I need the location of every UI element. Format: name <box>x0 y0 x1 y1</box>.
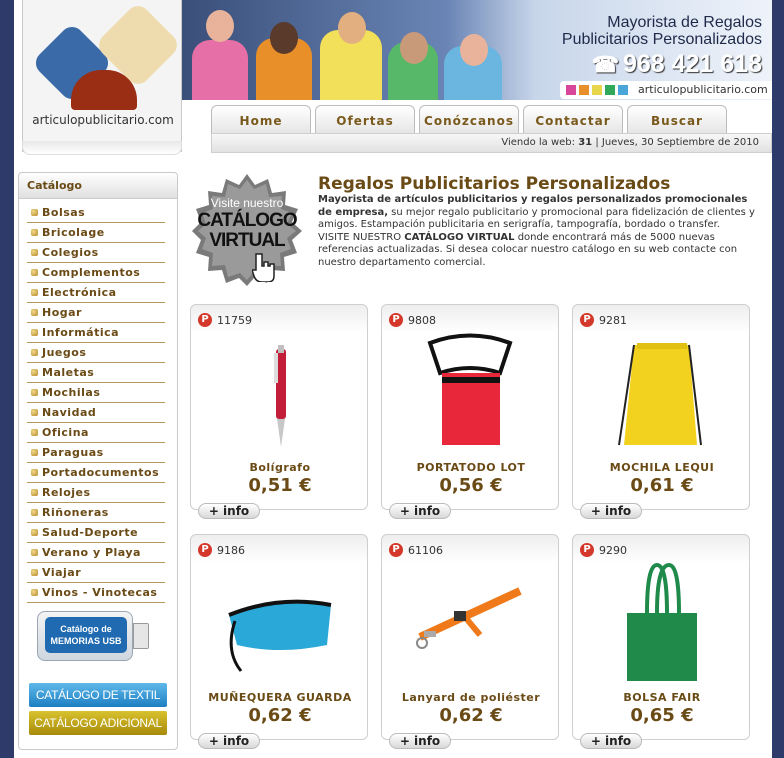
sidebar-item[interactable] <box>27 583 165 603</box>
catalogo-adicional-button[interactable]: CATÁLOGO ADICIONAL <box>29 711 167 735</box>
product-image[interactable] <box>609 335 709 459</box>
bullet-icon <box>31 429 38 436</box>
sidebar-item-label: Electrónica <box>42 286 117 299</box>
badge-line3: VIRTUAL <box>209 230 285 251</box>
product-code: 61106 <box>408 544 443 557</box>
phone-text: 968 421 618 <box>622 50 762 78</box>
main-nav <box>211 105 772 133</box>
logo-underline <box>22 141 182 155</box>
product-price: 0,51 € <box>248 475 312 496</box>
product-image[interactable] <box>420 333 520 457</box>
bullet-icon <box>31 449 38 456</box>
domain-text: articulopublicitario.com <box>638 83 768 96</box>
sidebar-item[interactable] <box>27 323 165 343</box>
model-head <box>270 22 298 54</box>
product-image[interactable] <box>266 343 296 457</box>
bullet-icon <box>31 369 38 376</box>
bullet-icon <box>31 389 38 396</box>
intro-text1: su mejor regalo publicitario y promocional para fidelización de clientes y amigos. Estampación publicitaria en serigrafía, tampografía, bordado o transfer. <box>318 206 755 230</box>
visit-label: Viendo la web: <box>501 137 576 148</box>
bullet-icon <box>31 549 38 556</box>
product-name[interactable]: MOCHILA LEQUI <box>609 461 715 474</box>
sidebar-item-label: Salud-Deporte <box>42 526 139 539</box>
product-price: 0,62 € <box>439 705 503 726</box>
sidebar-item-label: Verano y Playa <box>42 546 141 559</box>
site-logo[interactable] <box>22 0 182 152</box>
sidebar-item-label: Bolsas <box>42 206 86 219</box>
sidebar-item-label: Juegos <box>42 346 87 359</box>
promo-icon: P <box>389 543 403 557</box>
sidebar-item[interactable] <box>27 503 165 523</box>
bullet-icon <box>31 509 38 516</box>
sidebar-item-label: Mochilas <box>42 386 101 399</box>
bullet-icon <box>31 269 38 276</box>
bullet-icon <box>31 529 38 536</box>
tab-contactar[interactable]: Contactar <box>523 105 623 133</box>
sidebar-item-label: Relojes <box>42 486 91 499</box>
sidebar-item[interactable] <box>27 343 165 363</box>
product-code: 9186 <box>217 544 245 557</box>
sidebar-item[interactable] <box>27 443 165 463</box>
sidebar <box>18 172 178 750</box>
sidebar-item[interactable] <box>27 203 165 223</box>
intro-bold1: Mayorista de artículos publicitarios y regalos personalizados promocionales de empresa, <box>318 194 748 218</box>
usb-connector <box>133 623 149 649</box>
sidebar-item-label: Bricolage <box>42 226 105 239</box>
intro-title: Regalos Publicitarios Personalizados <box>318 174 671 194</box>
promo-icon: P <box>198 543 212 557</box>
bullet-icon <box>31 589 38 596</box>
usb-catalog-banner[interactable] <box>37 607 149 663</box>
product-image[interactable] <box>410 577 530 661</box>
phone-number <box>592 50 762 79</box>
sidebar-item-label: Maletas <box>42 366 95 379</box>
sidebar-item-label: Informática <box>42 326 120 339</box>
promo-icon: P <box>198 313 212 327</box>
product-image[interactable] <box>219 575 339 679</box>
product-price: 0,56 € <box>439 475 503 496</box>
badge-line2: CATÁLOGO <box>197 210 297 231</box>
tab-conozcanos[interactable]: Conózcanos <box>419 105 519 133</box>
color-swatch <box>566 85 576 95</box>
sidebar-item-label: Complementos <box>42 266 141 279</box>
banner-title-line1: Mayorista de Regalos <box>607 14 762 31</box>
sidebar-item-label: Navidad <box>42 406 97 419</box>
bullet-icon <box>31 489 38 496</box>
header-banner <box>182 0 772 100</box>
product-code: 11759 <box>217 314 252 327</box>
bullet-icon <box>31 469 38 476</box>
product-card[interactable] <box>190 304 368 518</box>
intro-text <box>318 194 758 269</box>
sidebar-item[interactable] <box>27 483 165 503</box>
bullet-icon <box>31 569 38 576</box>
bullet-icon <box>31 409 38 416</box>
bullet-icon <box>31 209 38 216</box>
model-head <box>460 34 488 66</box>
more-info-button[interactable]: + info <box>389 733 451 749</box>
sidebar-item-label: Hogar <box>42 306 82 319</box>
product-price: 0,65 € <box>630 705 694 726</box>
product-card[interactable] <box>572 304 750 518</box>
page <box>14 0 772 758</box>
current-date: Jueves, 30 Septiembre de 2010 <box>601 137 759 148</box>
product-name[interactable]: PORTATODO LOT <box>416 461 526 474</box>
visit-count: 31 <box>578 137 593 148</box>
sidebar-item[interactable] <box>27 383 165 403</box>
product-code: 9808 <box>408 314 436 327</box>
promo-icon: P <box>580 313 594 327</box>
sidebar-item[interactable] <box>27 303 165 323</box>
product-card[interactable] <box>381 304 559 518</box>
more-info-button[interactable]: + info <box>198 733 260 749</box>
hand-cursor-icon <box>252 252 276 282</box>
bullet-icon <box>31 349 38 356</box>
badge-line1: Visite nuestro <box>210 196 284 210</box>
product-card[interactable] <box>381 534 559 748</box>
usb-label-line2: MEMORIAS USB <box>50 636 122 646</box>
logo-text: articulopublicitario.com <box>32 113 174 127</box>
promo-icon: P <box>389 313 403 327</box>
promo-icon: P <box>580 543 594 557</box>
sidebar-item[interactable] <box>27 363 165 383</box>
sidebar-heading: Catálogo <box>19 173 177 199</box>
product-name[interactable]: Bolígrafo <box>249 461 311 474</box>
color-swatch <box>579 85 589 95</box>
sidebar-item[interactable] <box>27 523 165 543</box>
product-card[interactable] <box>190 534 368 748</box>
usb-label-line1: Catálogo de <box>60 624 112 634</box>
product-name[interactable]: BOLSA FAIR <box>623 691 701 704</box>
domain-bar <box>560 81 772 99</box>
catalogo-virtual-badge[interactable] <box>190 172 304 286</box>
tab-buscar[interactable]: Buscar <box>627 105 727 133</box>
sidebar-item[interactable] <box>27 563 165 583</box>
model-head <box>338 12 366 44</box>
model-head <box>400 32 428 64</box>
sidebar-item[interactable] <box>27 283 165 303</box>
banner-title <box>562 14 762 48</box>
phone-icon: ☎ <box>591 52 619 77</box>
product-image[interactable] <box>617 563 707 687</box>
sidebar-item[interactable] <box>27 243 165 263</box>
color-swatch <box>618 85 628 95</box>
tab-home[interactable]: Home <box>211 105 311 133</box>
intro-text2: VISITE NUESTRO <box>318 231 405 243</box>
intro-bold2: CATÁLOGO VIRTUAL <box>404 231 515 243</box>
sidebar-item[interactable] <box>27 543 165 563</box>
product-code: 9281 <box>599 314 627 327</box>
product-price: 0,62 € <box>248 705 312 726</box>
sidebar-item[interactable] <box>27 423 165 443</box>
sidebar-item-label: Colegios <box>42 246 99 259</box>
usb-label <box>45 617 127 653</box>
more-info-button[interactable]: + info <box>580 733 642 749</box>
sidebar-item-label: Paraguas <box>42 446 104 459</box>
catalogo-textil-button[interactable]: CATÁLOGO DE TEXTIL <box>29 683 167 707</box>
bullet-icon <box>31 329 38 336</box>
sidebar-item[interactable] <box>27 263 165 283</box>
model-head <box>206 10 234 42</box>
sidebar-item[interactable] <box>27 463 165 483</box>
separator: | <box>595 137 599 148</box>
bullet-icon <box>31 249 38 256</box>
sidebar-item[interactable] <box>27 403 165 423</box>
sidebar-item[interactable] <box>27 223 165 243</box>
sidebar-item-label: Viajar <box>42 566 82 579</box>
product-name[interactable]: Lanyard de poliéster <box>401 691 541 704</box>
sidebar-item-label: Vinos - Vinotecas <box>42 586 158 599</box>
intro-text3: donde encontrará más de 5000 nuevas referencias actualizadas. Si desea colocar nuestro catálogo en su web contacte con nuestro departamento comercial. <box>318 231 738 268</box>
sidebar-item-label: Riñoneras <box>42 506 109 519</box>
bullet-icon <box>31 229 38 236</box>
color-swatch <box>592 85 602 95</box>
product-code: 9290 <box>599 544 627 557</box>
model-pink <box>192 40 248 100</box>
color-swatch <box>605 85 615 95</box>
sidebar-item-label: Oficina <box>42 426 89 439</box>
visit-info-bar <box>211 133 772 153</box>
banner-title-line2: Publicitarios Personalizados <box>561 31 762 48</box>
product-card[interactable] <box>572 534 750 748</box>
more-info-button[interactable]: + info <box>198 503 260 519</box>
tab-ofertas[interactable]: Ofertas <box>315 105 415 133</box>
more-info-button[interactable]: + info <box>389 503 451 519</box>
product-name[interactable]: MUÑEQUERA GUARDA <box>208 691 352 704</box>
bullet-icon <box>31 309 38 316</box>
bullet-icon <box>31 289 38 296</box>
more-info-button[interactable]: + info <box>580 503 642 519</box>
product-price: 0,61 € <box>630 475 694 496</box>
sidebar-item-label: Portadocumentos <box>42 466 160 479</box>
